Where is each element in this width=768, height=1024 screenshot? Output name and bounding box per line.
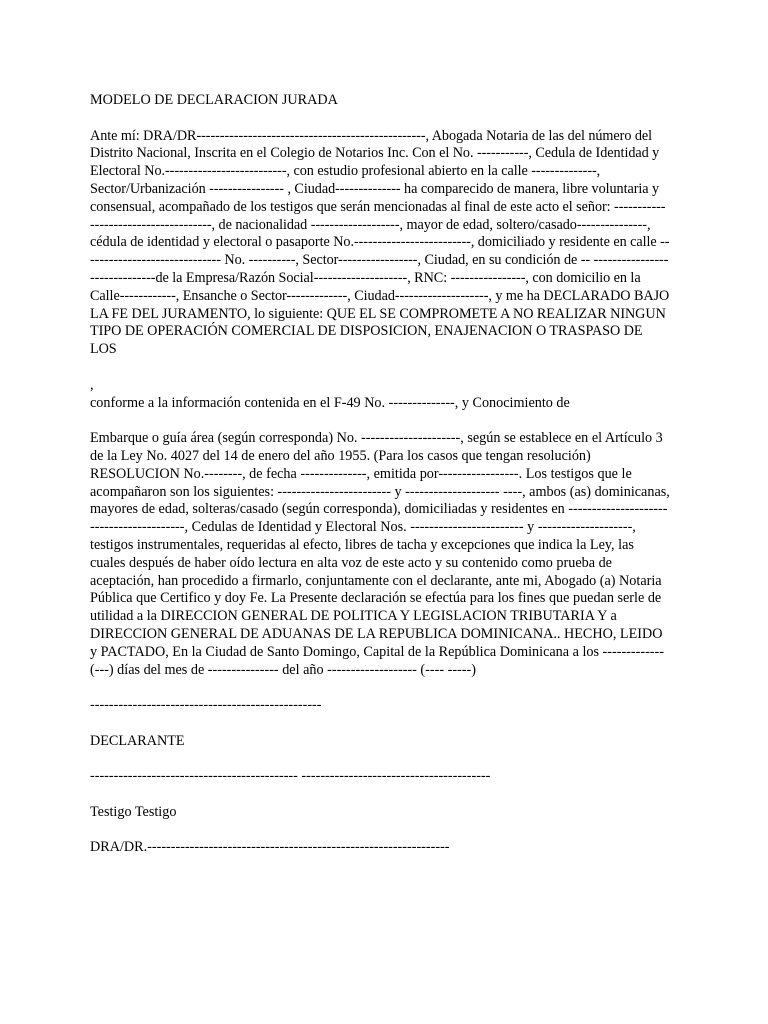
comma-line: , (90, 376, 94, 393)
notary-signature-line: DRA/DR.---------------------------------------------------------------- (90, 839, 450, 856)
paragraph-intro: Ante mí: DRA/DR-------------------------------------------------, Abogada Notaria de las del número del Distrito Nacional, Inscrita en el Colegio de Notarios Inc. Con el No. -----------, Cedula de Identidad y Electoral No.--------------------------, con estudio profesional abierto en la calle --------------, Sector/Urbanización ---------------- , Ciudad-------------- ha comparecido de manera, libre voluntaria y consensual, acompañado de los testigos que serán mencionadas al final de este acto el señor: -------------------------------------, de nacionalidad -------------------, mayor de edad, soltero/casado---------------, cédula de identidad y electoral o pasaporte No.-------------------------, domiciliado y residente en calle ------------------------------ No. ----------, Sector-----------------, Ciudad, en su condición de -- ------------------------------de la Empresa/Razón Social--------------------, RNC: ----------------, con domicilio en la Calle------------, Ensanche o Sector-------------, Ciudad--------------------, y me ha DECLARADO BAJO LA FE DEL JURAMENTO, lo siguiente: QUE EL SE COMPROMETE A NO REALIZAR NINGUN TIPO DE OPERACIÓN COMERCIAL DE DISPOSICION, ENAJENACION O TRASPASO DE LOS (90, 127, 670, 358)
blank-line (90, 679, 670, 697)
declarante-label: DECLARANTE (90, 732, 185, 749)
blank-line (90, 715, 670, 733)
blank-line (90, 359, 670, 377)
testigos-label: Testigo Testigo (90, 803, 177, 820)
document-page (90, 92, 670, 857)
paragraph-body: Embarque o guía área (según corresponda) No. ---------------------, según se establece en el Artículo 3 de la Ley No. 4027 del 14 de enero del año 1955. (Para los casos que tengan resolución) RESOLUCION No.--------, de fecha --------------, emitida por-----------------. Los testigos que le acompañaron son los siguientes: ------------------------ y -------------------- ----, ambos (as) dominicanas, mayores de edad, solteras/casado (según corresponda), domiciliadas y residentes en -----------------------------------------, Cedulas de Identidad y Electoral Nos. ------------------------ y --------------------, testigos instrumentales, requeridas al efecto, libres de tacha y excepciones que indica la Ley, las cuales después de haber oído lectura en alta voz de este acto y su contenido como prueba de aceptación, han procedido a firmarlo, conjuntamente con el declarante, ante mi, Abogado (a) Notaria Pública que Certifico y doy Fe. La Presente declaración se efectúa para los fines que puedan serle de utilidad a la DIRECCION GENERAL DE POLITICA Y LEGISLACION TRIBUTARIA Y a DIRECCION GENERAL DE ADUANAS DE LA REPUBLICA DOMINICANA.. HECHO, LEIDO y PACTADO, En la Ciudad de Santo Domingo, Capital de la República Dominicana a los ------------- (---) días del mes de --------------- del año ------------------- (---- -----) (90, 430, 670, 678)
signature-line-testigos: -------------------------------------------- ---------------------------------------- (90, 768, 491, 785)
blank-line (90, 786, 670, 804)
blank-line (90, 822, 670, 840)
signature-line-declarante: ------------------------------------------------- (90, 697, 322, 714)
blank-line (90, 412, 670, 430)
document-title: MODELO DE DECLARACION JURADA (90, 92, 338, 108)
paragraph-f49: conforme a la información contenida en el F-49 No. --------------, y Conocimiento de (90, 394, 570, 411)
blank-line (90, 750, 670, 768)
